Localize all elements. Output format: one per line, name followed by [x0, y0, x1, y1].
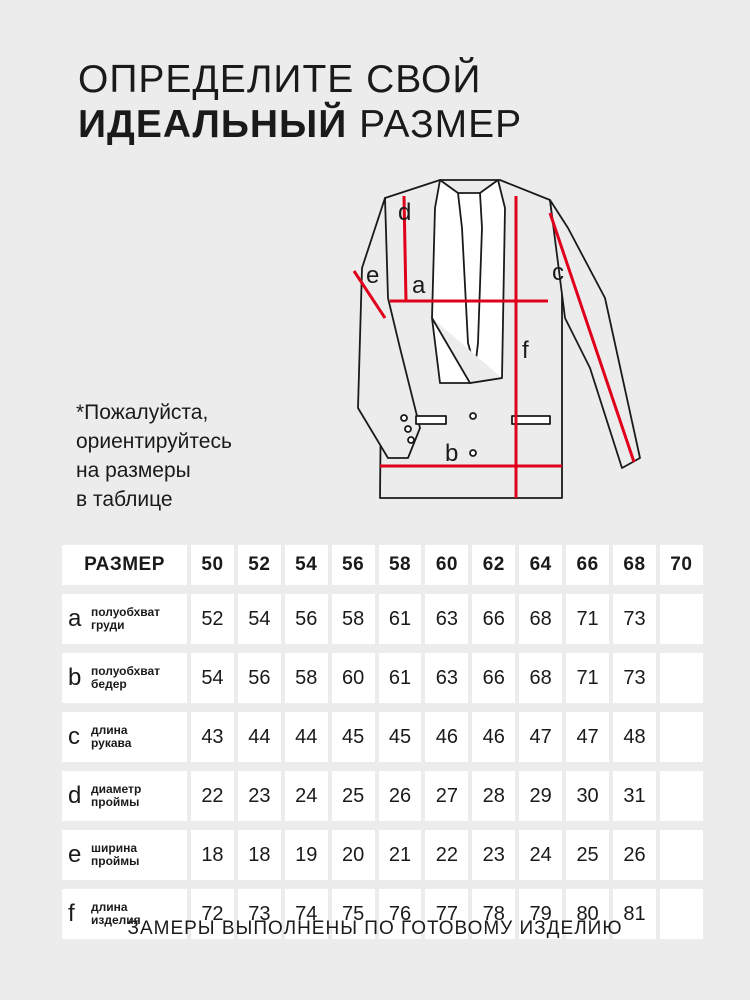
row-description-line: диаметр [91, 782, 142, 796]
size-header-cell: 54 [285, 545, 328, 585]
row-description [91, 724, 131, 750]
row-description-line: ширина [91, 841, 138, 855]
value-cell: 46 [425, 712, 468, 762]
diagram-label-d: d [398, 199, 412, 226]
title-line-1: ОПРЕДЕЛИТЕ СВОЙ [78, 58, 482, 101]
jacket-diagram [340, 168, 680, 513]
note-line: на размеры [76, 459, 191, 482]
value-cell: 71 [566, 653, 609, 703]
value-cell: 66 [472, 653, 515, 703]
diagram-label-f: f [522, 337, 529, 364]
row-description-line: проймы [91, 795, 140, 809]
value-cell: 22 [191, 771, 234, 821]
value-cell: 66 [472, 594, 515, 644]
value-cell: 73 [613, 653, 656, 703]
size-header-cell: 52 [238, 545, 281, 585]
value-cell: 71 [566, 594, 609, 644]
size-header-cell: 60 [425, 545, 468, 585]
diagram-label-b: b [445, 440, 459, 467]
size-header-cell: 62 [472, 545, 515, 585]
value-cell [660, 830, 703, 880]
diagram-label-a: a [412, 272, 426, 299]
row-label-d [62, 771, 187, 821]
value-cell: 23 [238, 771, 281, 821]
value-cell: 60 [332, 653, 375, 703]
value-cell: 45 [379, 712, 422, 762]
value-cell: 46 [472, 712, 515, 762]
row-description [91, 606, 160, 632]
row-letter: a [68, 605, 82, 632]
size-header-cell: 58 [379, 545, 422, 585]
row-label-e [62, 830, 187, 880]
row-label-a [62, 594, 187, 644]
value-cell: 73 [238, 889, 281, 939]
value-cell: 24 [519, 830, 562, 880]
value-cell: 29 [519, 771, 562, 821]
row-description [91, 783, 141, 809]
value-cell: 26 [379, 771, 422, 821]
value-cell: 44 [238, 712, 281, 762]
footer-note: ЗАМЕРЫ ВЫПОЛНЕНЫ ПО ГОТОВОМУ ИЗДЕЛИЮ [127, 918, 623, 939]
value-cell: 21 [379, 830, 422, 880]
title-line-2 [78, 105, 522, 144]
value-cell: 47 [566, 712, 609, 762]
row-letter: e [68, 841, 82, 868]
size-note [76, 398, 336, 514]
jacket-outline [358, 180, 640, 498]
row-letter: c [68, 723, 80, 750]
row-description-line: изделия [91, 913, 141, 927]
value-cell: 61 [379, 653, 422, 703]
value-cell: 68 [519, 594, 562, 644]
size-header-cell: 50 [191, 545, 234, 585]
note-line: ориентируйтесь [76, 430, 232, 453]
value-cell: 28 [472, 771, 515, 821]
row-label-b [62, 653, 187, 703]
value-cell: 43 [191, 712, 234, 762]
note-line: *Пожалуйста, [76, 401, 209, 424]
row-description [91, 842, 139, 868]
row-description [91, 665, 160, 691]
value-cell [660, 712, 703, 762]
title-bold-word: ИДЕАЛЬНЫЙ [78, 103, 348, 146]
value-cell: 76 [379, 889, 422, 939]
value-cell [660, 771, 703, 821]
value-cell: 25 [332, 771, 375, 821]
value-cell: 56 [285, 594, 328, 644]
row-letter: b [68, 664, 82, 691]
value-cell: 74 [285, 889, 328, 939]
diagram-label-c: c [552, 259, 564, 286]
row-description-line: длина [91, 723, 128, 737]
value-cell: 68 [519, 653, 562, 703]
value-cell: 27 [425, 771, 468, 821]
value-cell: 63 [425, 594, 468, 644]
value-cell: 23 [472, 830, 515, 880]
size-header-cell: 70 [660, 545, 703, 585]
value-cell: 52 [191, 594, 234, 644]
value-cell: 26 [613, 830, 656, 880]
value-cell: 75 [332, 889, 375, 939]
value-cell: 58 [332, 594, 375, 644]
value-cell: 63 [425, 653, 468, 703]
value-cell: 20 [332, 830, 375, 880]
value-cell: 47 [519, 712, 562, 762]
value-cell [660, 594, 703, 644]
value-cell: 54 [191, 653, 234, 703]
value-cell: 73 [613, 594, 656, 644]
value-cell: 18 [238, 830, 281, 880]
value-cell: 19 [285, 830, 328, 880]
row-letter: f [68, 900, 75, 927]
row-description-line: полуобхват [91, 664, 161, 678]
value-cell: 81 [613, 889, 656, 939]
row-description-line: полуобхват [91, 605, 161, 619]
value-cell: 22 [425, 830, 468, 880]
row-description-line: бедер [91, 677, 127, 691]
row-description-line: проймы [91, 854, 140, 868]
row-letter: d [68, 782, 82, 809]
value-cell: 58 [285, 653, 328, 703]
row-description-line: рукава [91, 736, 132, 750]
value-cell: 61 [379, 594, 422, 644]
value-cell: 31 [613, 771, 656, 821]
size-header-cell: 68 [613, 545, 656, 585]
value-cell [660, 653, 703, 703]
value-cell: 72 [191, 889, 234, 939]
value-cell: 30 [566, 771, 609, 821]
title-regular-word: РАЗМЕР [359, 103, 523, 146]
value-cell: 79 [519, 889, 562, 939]
value-cell: 77 [425, 889, 468, 939]
value-cell: 44 [285, 712, 328, 762]
value-cell: 18 [191, 830, 234, 880]
value-cell: 56 [238, 653, 281, 703]
diagram-label-e: e [366, 262, 380, 289]
row-description-line: длина [91, 900, 128, 914]
row-description-line: груди [91, 618, 125, 632]
value-cell: 54 [238, 594, 281, 644]
value-cell: 78 [472, 889, 515, 939]
size-header-cell: 64 [519, 545, 562, 585]
size-header-cell: 56 [332, 545, 375, 585]
size-header-label: РАЗМЕР [62, 545, 187, 585]
value-cell: 48 [613, 712, 656, 762]
note-line: в таблице [76, 488, 173, 511]
size-table [62, 545, 693, 939]
row-label-c [62, 712, 187, 762]
value-cell: 45 [332, 712, 375, 762]
value-cell: 80 [566, 889, 609, 939]
size-header-cell: 66 [566, 545, 609, 585]
value-cell: 24 [285, 771, 328, 821]
value-cell: 25 [566, 830, 609, 880]
